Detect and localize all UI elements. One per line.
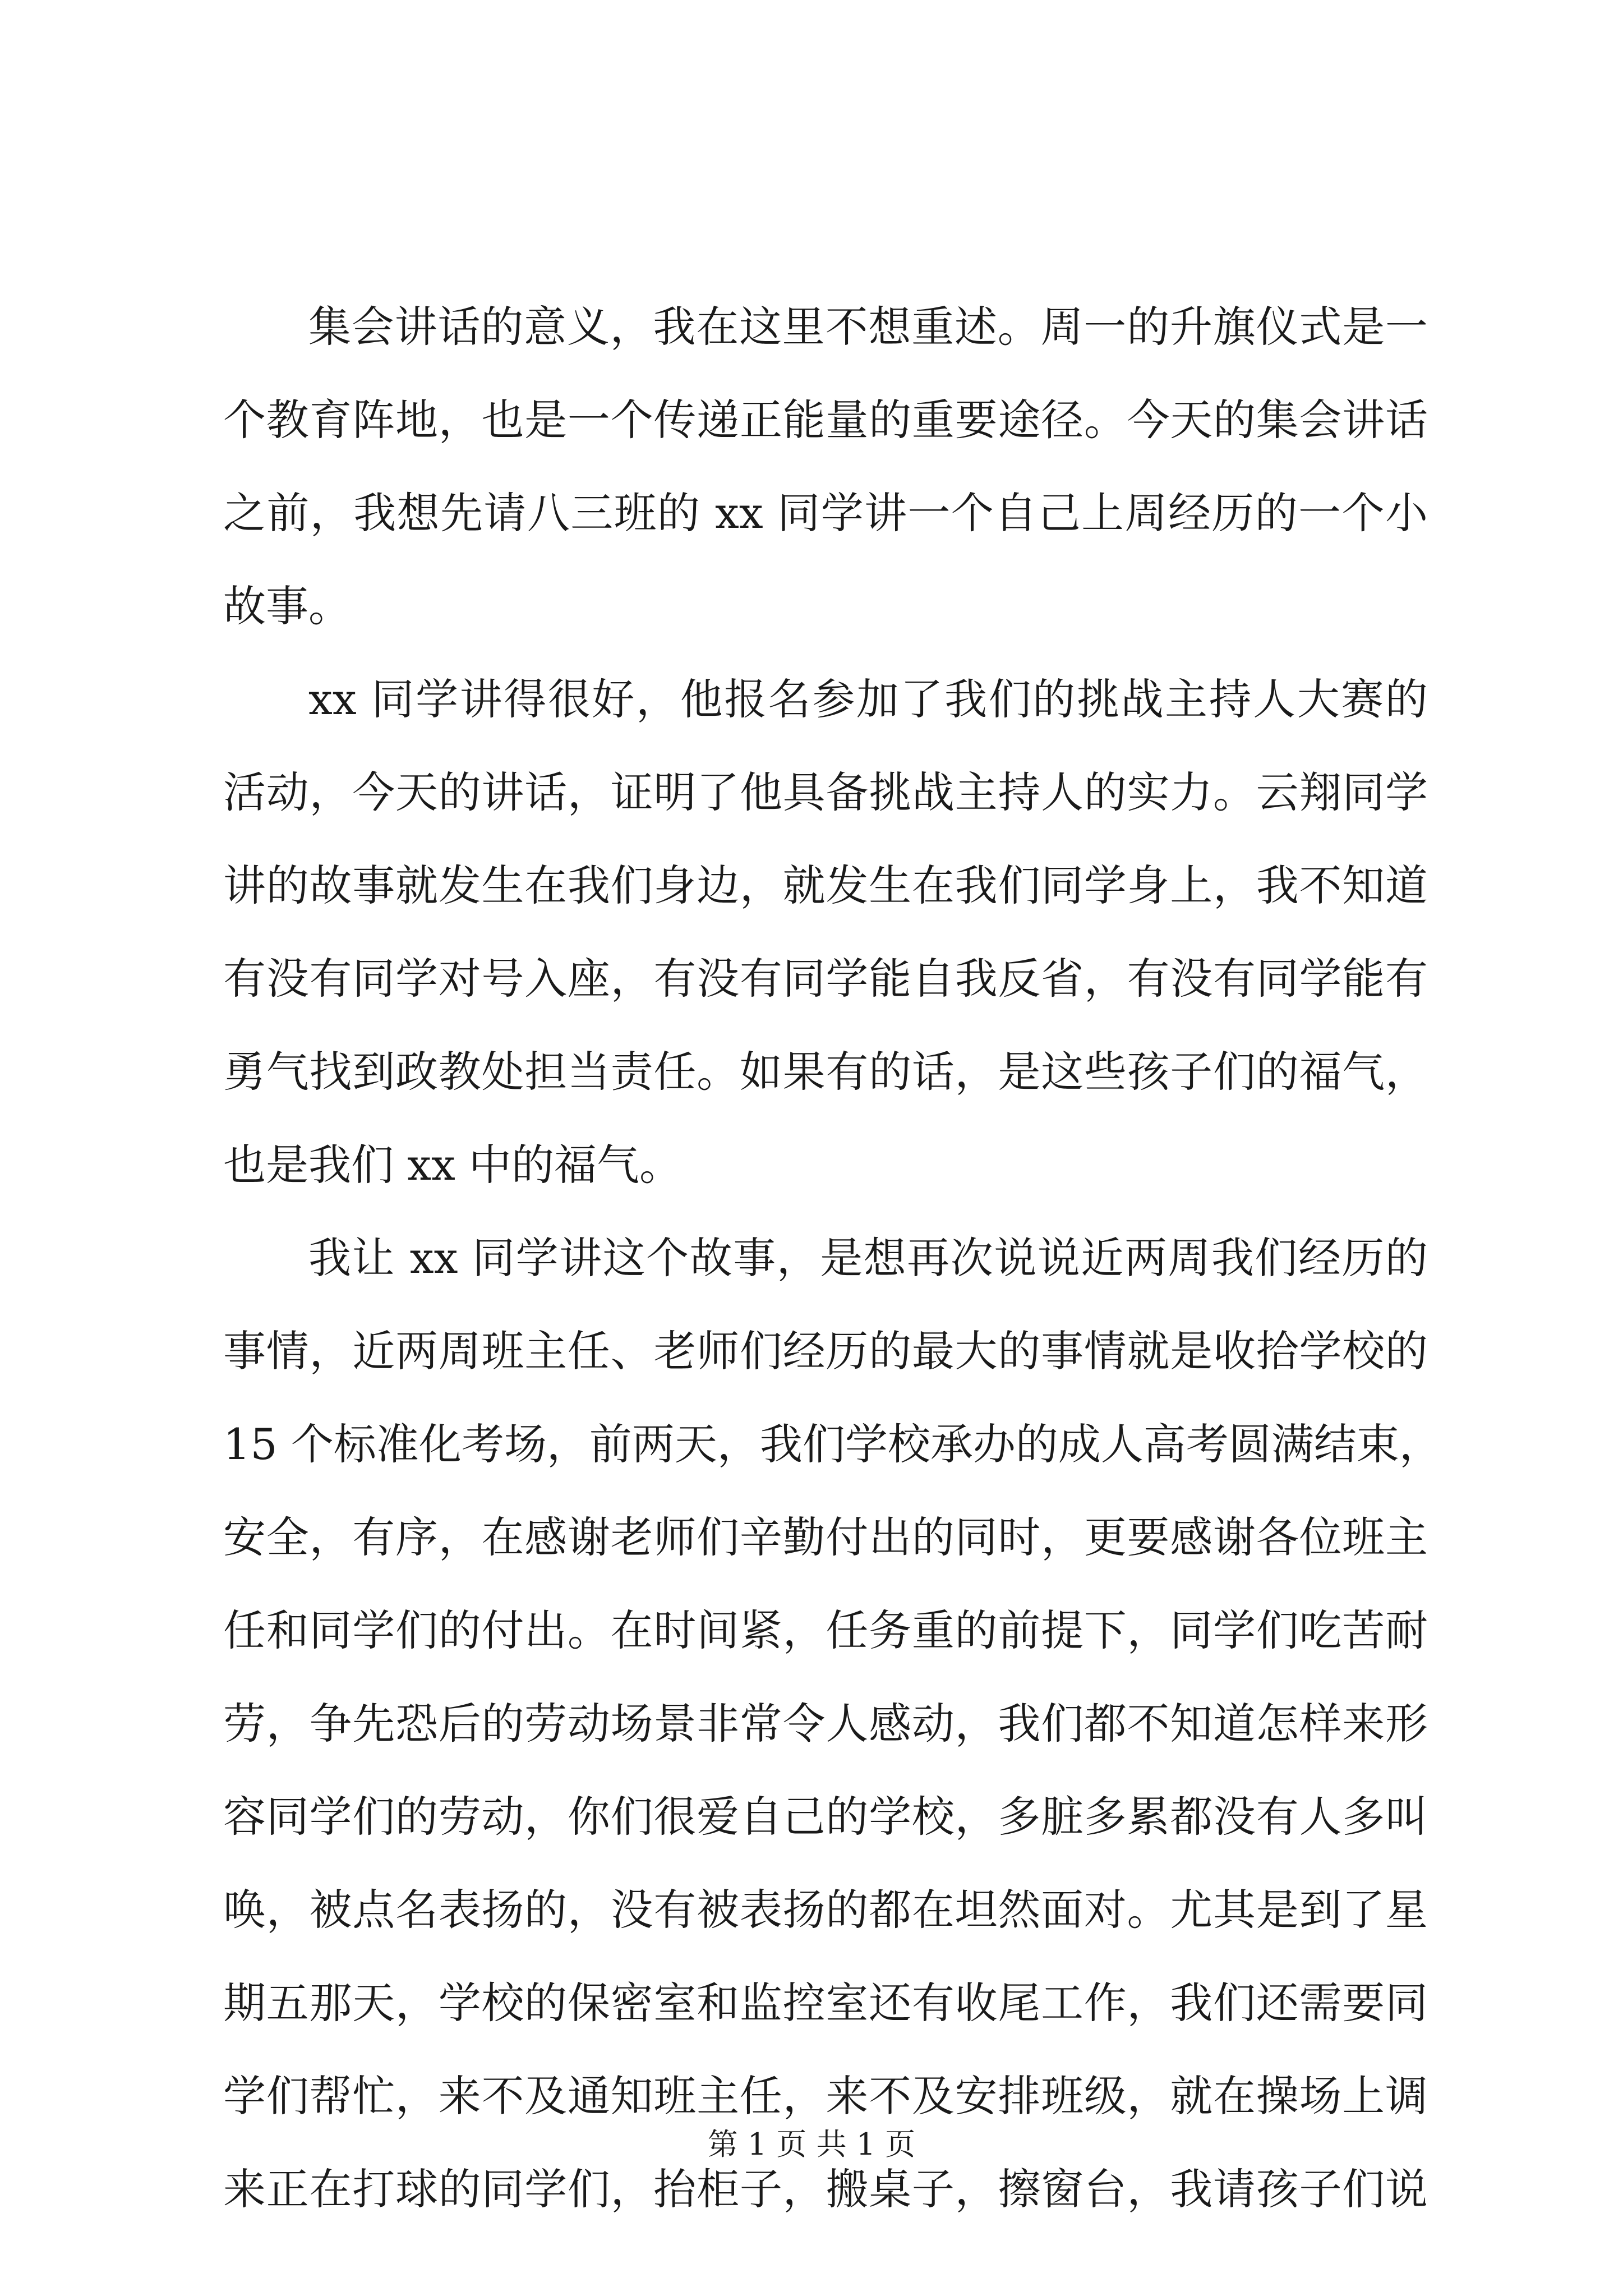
text-line: 个教育阵地，也是一个传递正能量的重要途径。今天的集会讲话	[223, 395, 1428, 445]
text-line: xx 同学讲得很好，他报名参加了我们的挑战主持人大赛的	[308, 674, 1428, 724]
text-line: 唤，被点名表扬的，没有被表扬的都在坦然面对。尤其是到了星	[223, 1885, 1428, 1935]
text-line: 任和同学们的付出。在时间紧，任务重的前提下，同学们吃苦耐	[223, 1605, 1428, 1655]
text-line: 我让 xx 同学讲这个故事，是想再次说说近两周我们经历的	[308, 1233, 1428, 1283]
text-line: 15 个标准化考场，前两天，我们学校承办的成人高考圆满结束，	[223, 1419, 1442, 1469]
text-line: 劳，争先恐后的劳动场景非常令人感动，我们都不知道怎样来形	[223, 1699, 1428, 1749]
text-line: 故事。	[223, 581, 351, 631]
document-body	[223, 280, 1442, 2236]
text-line: 讲的故事就发生在我们身边，就发生在我们同学身上，我不知道	[223, 861, 1428, 910]
paragraph-2	[223, 653, 1428, 1212]
paragraph-1	[223, 280, 1428, 653]
text-line: 勇气找到政教处担当责任。如果有的话，是这些孩子们的福气，	[223, 1047, 1428, 1097]
text-line: 有没有同学对号入座，有没有同学能自我反省，有没有同学能有	[223, 954, 1428, 1004]
text-line: 集会讲话的意义，我在这里不想重述。周一的升旗仪式是一	[308, 302, 1428, 352]
text-line: 容同学们的劳动，你们很爱自己的学校，多脏多累都没有人多叫	[223, 1792, 1428, 1842]
text-line: 之前，我想先请八三班的 xx 同学讲一个自己上周经历的一个小	[223, 488, 1428, 538]
paragraph-3	[223, 1212, 1442, 2236]
text-line: 期五那天，学校的保密室和监控室还有收尾工作，我们还需要同	[223, 1978, 1428, 2028]
text-line: 事情，近两周班主任、老师们经历的最大的事情就是收拾学校的	[223, 1326, 1428, 1376]
text-line: 来正在打球的同学们，抬柜子，搬桌子，擦窗台，我请孩子们说	[223, 2164, 1428, 2214]
page-footer: 第 1 页 共 1 页	[707, 2127, 916, 2162]
text-line: 学们帮忙，来不及通知班主任，来不及安排班级，就在操场上调	[223, 2071, 1428, 2121]
text-line: 也是我们 xx 中的福气。	[223, 1140, 683, 1190]
text-line: 活动，今天的讲话，证明了他具备挑战主持人的实力。云翔同学	[223, 767, 1428, 817]
text-line: 安全，有序，在感谢老师们辛勤付出的同时，更要感谢各位班主	[223, 1512, 1428, 1562]
